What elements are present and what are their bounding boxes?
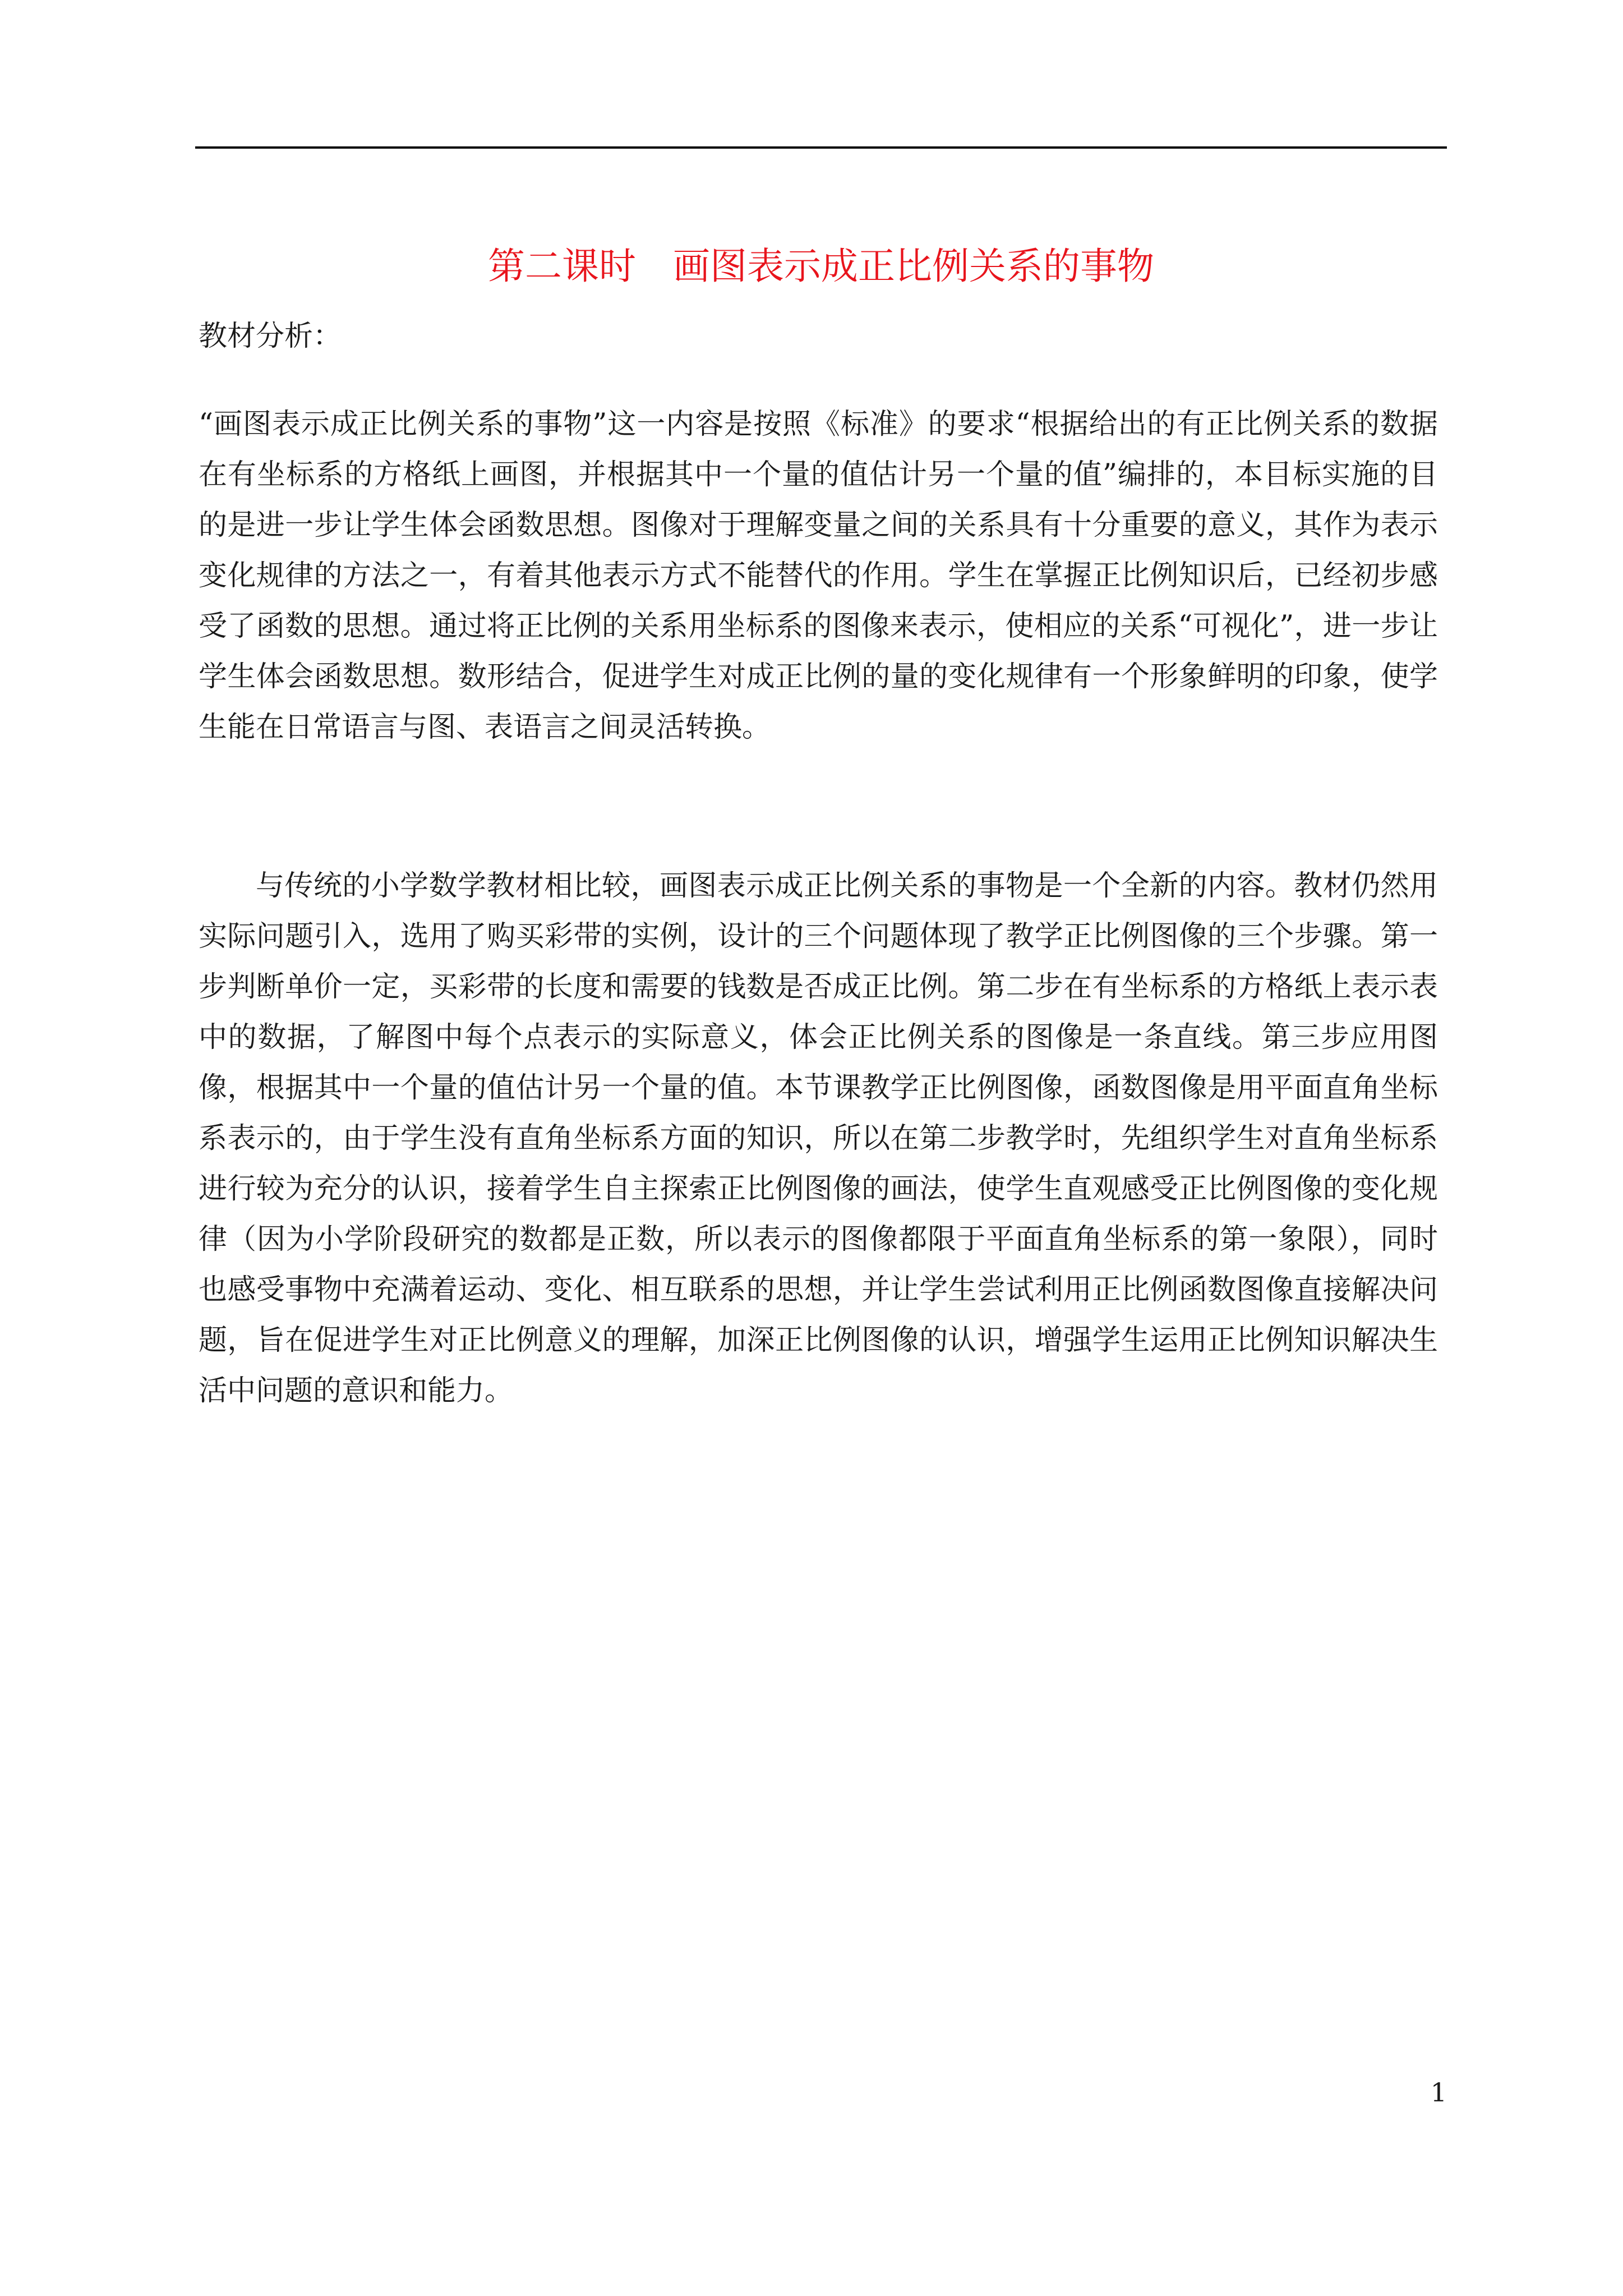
header-rule bbox=[195, 146, 1447, 149]
paragraph-1: “画图表示成正比例关系的事物”这一内容是按照《标准》的要求“根据给出的有正比例关系的数据在有坐标系的方格纸上画图，并根据其中一个量的值估计另一个量的值”编排的，本目标实施的目的是进一步让学生体会函数思想。图像对于理解变量之间的关系具有十分重要的意义，其作为表示变化规律的方法之一，有着其他表示方式不能替代的作用。学生在掌握正比例知识后，已经初步感受了函数的思想。通过将正比例的关系用坐标系的图像来表示，使相应的关系“可视化”，进一步让学生体会函数思想。数形结合，促进学生对成正比例的量的变化规律有一个形象鲜明的印象，使学生能在日常语言与图、表语言之间灵活转换。 bbox=[199, 408, 1438, 744]
page-title: 第二课时 画图表示成正比例关系的事物 bbox=[488, 245, 1154, 288]
page-number: 1 bbox=[1430, 2077, 1447, 2108]
paragraph-2: 与传统的小学数学教材相比较，画图表示成正比例关系的事物是一个全新的内容。教材仍然用实际问题引入，选用了购买彩带的实例，设计的三个问题体现了教学正比例图像的三个步骤。第一步判断单价一定，买彩带的长度和需要的钱数是否成正比例。第二步在有坐标系的方格纸上表示表中的数据，了解图中每个点表示的实际意义，体会正比例关系的图像是一条直线。第三步应用图像，根据其中一个量的值估计另一个量的值。本节课教学正比例图像，函数图像是用平面直角坐标系表示的，由于学生没有直角坐标系方面的知识，所以在第二步教学时，先组织学生对直角坐标系进行较为充分的认识，接着学生自主探索正比例图像的画法，使学生直观感受正比例图像的变化规律（因为小学阶段研究的数都是正数，所以表示的图像都限于平面直角坐标系的第一象限），同时也感受事物中充满着运动、变化、相互联系的思想，并让学生尝试利用正比例函数图像直接解决问题，旨在促进学生对正比例意义的理解，加深正比例图像的认识，增强学生运用正比例知识解决生活中问题的意识和能力。 bbox=[199, 869, 1438, 1407]
section-label: 教材分析： bbox=[199, 320, 342, 353]
